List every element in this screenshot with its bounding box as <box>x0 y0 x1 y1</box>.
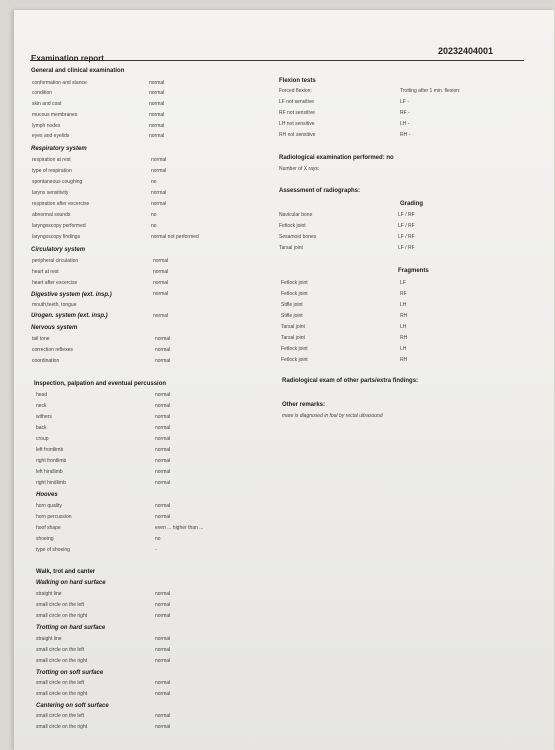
row-label: RH not sensitive <box>279 132 316 138</box>
row-value: no <box>151 212 157 218</box>
row-label: small circle on the left <box>36 713 85 719</box>
row-value: LH <box>400 324 407 330</box>
row-value: RH - <box>400 132 411 138</box>
row-value: RF <box>400 291 407 297</box>
row-label: Tarsal joint <box>281 324 305 330</box>
row-value: normal <box>155 613 171 619</box>
row-value: LF / RF <box>398 223 415 229</box>
row-label: coordination <box>32 358 60 364</box>
row-label: Navicular bone <box>279 212 313 218</box>
row-label: small circle on the right <box>36 613 88 619</box>
row-value: normal <box>155 503 171 509</box>
row-label: small circle on the right <box>36 691 88 697</box>
flexion-heading: Flexion tests <box>279 78 316 84</box>
row-value: RH <box>400 335 408 341</box>
row-value: normal <box>151 190 167 196</box>
row-value: normal <box>155 336 171 342</box>
row-label: withers <box>36 414 52 420</box>
hooves-heading: Hooves <box>36 492 58 498</box>
row-value: LH - <box>400 121 410 127</box>
row-label: tail tone <box>32 336 50 342</box>
hard-trot-heading: Trotting on hard surface <box>36 625 106 631</box>
row-label: hoof shape <box>36 525 61 531</box>
row-value: normal <box>155 458 171 464</box>
row-label: respiration at rest <box>32 157 71 163</box>
row-label: larynx sensitivity <box>32 190 69 196</box>
row-label: mucous membranes <box>32 112 78 118</box>
row-label: correction reflexes <box>32 347 73 353</box>
header-rule <box>30 60 524 61</box>
row-value: normal <box>155 680 171 686</box>
row-label: head <box>36 392 48 398</box>
row-label: right frontlimb <box>36 458 67 464</box>
row-label: small circle on the left <box>36 680 85 686</box>
general-heading: General and clinical examination <box>31 68 125 74</box>
row-label: laryngoscopy performed <box>32 223 86 229</box>
row-value: normal <box>155 447 171 453</box>
grading-label: Grading <box>400 201 424 207</box>
row-value: normal <box>149 133 165 139</box>
row-label: peripheral circulation <box>32 258 79 264</box>
row-label: small circle on the left <box>36 647 85 653</box>
fragments-label: Fragments <box>398 268 429 274</box>
row-label: mouth,teeth, tongue <box>32 302 77 308</box>
row-label: heart after excercise <box>32 280 78 286</box>
walk-heading: Walk, trot and canter <box>36 569 96 575</box>
row-value: no <box>151 223 157 229</box>
row-label: skin and coat <box>32 101 62 107</box>
row-label: Forced flexion: <box>279 88 312 94</box>
row-value: normal <box>155 347 171 353</box>
row-label: lymph nodes <box>32 123 61 129</box>
other-parts-heading: Radiological exam of other parts/extra findings: <box>282 378 419 384</box>
row-value: normal <box>151 157 167 163</box>
row-value: normal <box>155 414 171 420</box>
row-label: laryngoscopy findings <box>32 234 81 240</box>
row-value: RH <box>400 313 408 319</box>
report-title: Examination report <box>31 54 104 63</box>
row-label: abnormal sounds <box>32 212 71 218</box>
row-value: normal <box>153 313 169 319</box>
row-label: condition <box>32 90 53 96</box>
row-value: normal <box>151 201 167 207</box>
document-number: 20232404001 <box>438 46 494 56</box>
row-label: LH not sensitive <box>279 121 315 127</box>
row-label: Stifle joint <box>281 313 303 319</box>
row-value: LF <box>400 280 406 286</box>
row-value: normal <box>155 480 171 486</box>
assessment-heading: Assessment of radiographs: <box>279 188 361 194</box>
row-label: small circle on the left <box>36 602 85 608</box>
row-value: normal <box>155 602 171 608</box>
row-label: back <box>36 425 47 431</box>
row-label: respiration after excercise <box>32 201 90 207</box>
row-value: normal <box>149 80 165 86</box>
row-value: normal <box>149 112 165 118</box>
row-label: LF not sensitive <box>279 99 315 105</box>
soft-trot-heading: Trotting on soft surface <box>36 670 104 676</box>
row-value: Trotting after 1 min. flexion: <box>400 88 461 94</box>
row-value: normal <box>155 636 171 642</box>
row-value: normal <box>155 392 171 398</box>
report-sheet <box>14 10 554 750</box>
row-value: normal <box>155 691 171 697</box>
row-value: normal <box>153 269 169 275</box>
row-label: neck <box>36 403 47 409</box>
row-value: normal <box>149 90 165 96</box>
row-value: normal <box>155 358 171 364</box>
row-value: even ... higher than ... <box>155 525 204 531</box>
row-label: Fetlock joint <box>281 346 308 352</box>
row-value: LF / RF <box>398 245 415 251</box>
row-value: normal <box>155 436 171 442</box>
row-label: RF not sensitive <box>279 110 315 116</box>
row-value: RF - <box>400 110 410 116</box>
row-label: Fetlock joint <box>281 357 308 363</box>
row-label: Fetlock joint <box>281 291 308 297</box>
row-value: no <box>151 179 157 185</box>
row-value: normal <box>155 658 171 664</box>
row-label: Fetlock joint <box>279 223 306 229</box>
row-value: normal <box>155 591 171 597</box>
soft-canter-heading: Cantering on soft surface <box>36 703 109 709</box>
digestive-heading: Digestive system (ext. insp.) <box>31 292 112 298</box>
remarks-text: mare is diagnosed in foal by rectal ultrasound <box>282 413 383 419</box>
row-value: normal <box>155 425 171 431</box>
row-value: normal <box>155 713 171 719</box>
row-label: horn quality <box>36 503 62 509</box>
row-value: normal <box>153 291 169 297</box>
xrays-label: Number of X rays: <box>279 166 320 172</box>
row-label: Tarsal joint <box>281 335 305 341</box>
row-label: type of respiration <box>32 168 72 174</box>
row-value: LF - <box>400 99 409 105</box>
row-label: Stifle joint <box>281 302 303 308</box>
row-label: Fetlock joint <box>281 280 308 286</box>
row-label: straight line <box>36 636 62 642</box>
row-label: Sesamoid bones <box>279 234 317 240</box>
row-value: - <box>155 547 157 553</box>
row-label: horn percussion <box>36 514 72 520</box>
row-label: left frontlimb <box>36 447 64 453</box>
row-label: eyes and eyelids <box>32 133 70 139</box>
row-value: no <box>155 536 161 542</box>
row-value: normal not performed <box>151 234 199 240</box>
row-label: croup <box>36 436 49 442</box>
row-label: Tarsal joint <box>279 245 303 251</box>
row-value: LH <box>400 302 407 308</box>
row-value: normal <box>155 469 171 475</box>
respiratory-heading: Respiratory system <box>31 146 87 152</box>
row-value: LF / RF <box>398 234 415 240</box>
row-value: normal <box>149 101 165 107</box>
row-value: normal <box>153 258 169 264</box>
row-value: normal <box>155 647 171 653</box>
row-label: type of shoeing <box>36 547 70 553</box>
remarks-heading: Other remarks: <box>282 402 326 408</box>
row-value: LH <box>400 346 407 352</box>
radiological-heading: Radiological examination performed: no <box>279 155 394 161</box>
row-value: LF / RF <box>398 212 415 218</box>
row-label: straight line <box>36 591 62 597</box>
nervous-heading: Nervous system <box>31 325 78 331</box>
row-label: heart at rest <box>32 269 59 275</box>
row-label: spontaneous coughing <box>32 179 83 185</box>
urogen-heading: Urogen. system (ext. insp.) <box>31 313 108 319</box>
row-label: small circle on the right <box>36 658 88 664</box>
row-value: normal <box>153 280 169 286</box>
row-value: normal <box>155 403 171 409</box>
row-value: normal <box>151 168 167 174</box>
row-label: small circle on the right <box>36 724 88 730</box>
row-value: normal <box>149 123 165 129</box>
row-value: normal <box>155 724 171 730</box>
inspection-heading: Inspection, palpation and eventual percussion <box>34 381 167 387</box>
hard-walk-heading: Walking on hard surface <box>36 580 106 586</box>
row-label: conformation and stance <box>32 80 87 86</box>
circulatory-heading: Circulatory system <box>31 247 86 253</box>
row-value: normal <box>155 514 171 520</box>
row-label: left hindlimb <box>36 469 63 475</box>
row-value: RH <box>400 357 408 363</box>
row-label: right hindlimb <box>36 480 66 486</box>
row-label: shoeing <box>36 536 54 542</box>
